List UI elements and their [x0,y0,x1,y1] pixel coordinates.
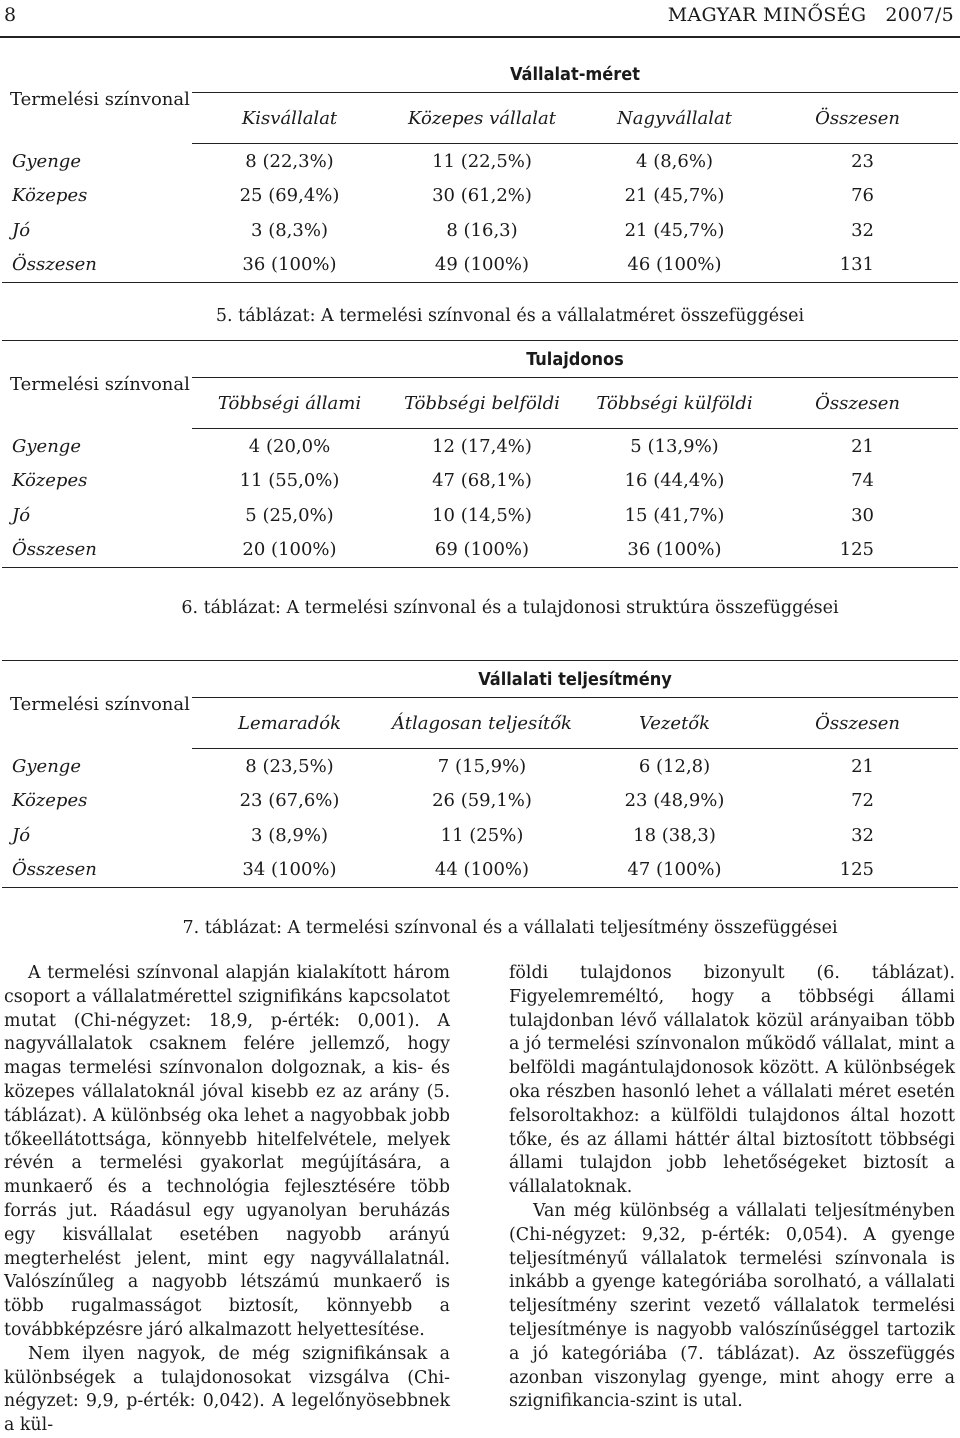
table-cell: 125 [772,853,958,888]
table-cell: 49 (100%) [387,248,577,283]
paragraph: Van még különbség a vállalati teljesítményben (Chi-négyzet: 9,32, p-érték: 0,054). A gyenge teljesítményű vállalatok termelési színvonala is inkább a gyenge kategóriába sorolható, a vállalati teljesítmény szerint vezető vállalatok termelési teljesítménye is nagyobb valószínűséggel tartozik a jó kategóriába (7. táblázat). Az összefüggés azonban viszonylag gyenge, mint ahogy erre a szignifikancia-szint is utal. [509,1200,955,1412]
table-row [2,213,958,248]
table-cell: 26 (59,1%) [432,790,532,812]
table-performance [2,660,958,888]
row-label: Közepes [12,185,88,207]
column-header: Vezetők [577,698,772,749]
table-cell: 3 (8,3%) [251,219,328,241]
table-cell: 23 (67,6%) [239,790,340,812]
table-cell: 8 (22,3%) [245,150,334,172]
table-cell: 125 [772,533,958,568]
table-cell: 74 [851,470,875,492]
row-label: Közepes [12,470,88,492]
table-row [2,429,958,464]
table-caption [0,918,960,938]
table-cell: 15 (41,7%) [624,504,725,526]
table-cell: 34 (100%) [192,853,387,888]
table-cell: 12 (17,4%) [432,435,532,457]
column-header: Kisvállalat [192,93,387,144]
column-header: Többségi belföldi [387,378,577,429]
column-header: Összesen [772,378,958,429]
row-header-label: Termelési színvonal [10,88,190,110]
table-row [2,464,958,499]
table-cell: 6 (12,8) [638,755,711,777]
table-cell: 20 (100%) [192,533,387,568]
table-cell: 76 [851,185,875,207]
page-number: 8 [4,4,17,26]
group-title: Vállalati teljesítmény [192,661,958,698]
body-column-left [4,962,450,1438]
table-cell: 46 (100%) [577,248,772,283]
row-label: Jó [12,219,31,241]
caption-text: 5. táblázat: A termelési színvonal és a vállalatméret összefüggései [215,306,805,326]
row-label: Gyenge [12,435,81,457]
column-header: Közepes vállalat [387,93,577,144]
table-cell: 8 (16,3) [446,219,518,241]
table-cell: 25 (69,4%) [239,185,340,207]
row-label: Összesen [2,533,192,568]
running-title: MAGYAR MINŐSÉG 2007/5 [667,4,954,26]
table-cell: 11 (22,5%) [432,150,532,172]
row-label: Jó [12,824,31,846]
table-row [2,784,958,819]
table-cell: 7 (15,9%) [437,755,527,777]
table-cell: 32 [851,219,875,241]
table-cell: 36 (100%) [577,533,772,568]
table-company-size [2,56,958,283]
group-title: Vállalat-méret [192,56,958,93]
page-header [0,0,960,38]
table-cell: 21 (45,7%) [624,185,725,207]
table-cell: 47 (100%) [577,853,772,888]
row-label: Összesen [2,853,192,888]
table-cell: 47 (68,1%) [432,470,532,492]
table-cell: 16 (44,4%) [624,470,725,492]
row-label: Jó [12,504,31,526]
body-column-right [509,962,955,1414]
table-caption [0,306,960,326]
row-label: Gyenge [12,150,81,172]
table-cell: 11 (55,0%) [239,470,340,492]
table-cell: 30 (61,2%) [432,185,532,207]
table-cell: 131 [772,248,958,283]
table-row [2,248,958,283]
table-cell: 21 (45,7%) [624,219,725,241]
column-header: Többségi külföldi [577,378,772,429]
column-header: Nagyvállalat [577,93,772,144]
table-cell: 21 [851,755,875,777]
table-cell: 30 [851,504,875,526]
table-cell: 11 (25%) [440,824,524,846]
table-cell: 32 [851,824,875,846]
table-cell: 21 [851,435,875,457]
table-caption [0,598,960,618]
table-cell: 10 (14,5%) [432,504,532,526]
paragraph: A termelési színvonal alapján kialakított három csoport a vállalatmérettel szignifikáns kapcsolatot mutat (Chi-négyzet: 18,9, p-érték: 0,001). A nagyvállalatok csaknem felére jellemző, hogy magas termelési színvonalon dolgoznak, a kis- és közepes vállalatoknál jóval kisebb ez az arány (5. táblázat). A különbség oka lehet a nagyobbak jobb tőkeellátottsága, könnyebb hitelfelvétele, melyek révén a termelési gyakorlat megújítására, a munkaerő és a technológia fejlesztésére több forrás jut. Ráadásul egy ugyanolyan beruházás egy kisvállalat esetében nagyobb arányú megterhelést jelent, mint egy nagyvállalatnál. Valószínűleg a nagyobb létszámú munkaerő is több rugalmasságot biztosít, könnyebb a továbbképzésre járó alkalmazott helyettesítése. [4,963,450,1340]
table-cell: 36 (100%) [192,248,387,283]
table-cell: 44 (100%) [387,853,577,888]
row-header-label: Termelési színvonal [10,693,190,715]
column-header: Összesen [772,93,958,144]
table-row [2,749,958,784]
caption-text: 6. táblázat: A termelési színvonal és a tulajdonosi struktúra összefüggései [181,598,839,618]
column-header: Többségi állami [192,378,387,429]
row-label: Közepes [12,790,88,812]
table-row [2,533,958,568]
row-header-label: Termelési színvonal [10,373,190,395]
table-cell: 4 (20,0% [248,435,331,457]
paragraph: földi tulajdonos bizonyult (6. táblázat). Figyelemreméltó, hogy a többségi állami tulajdonban lévő vállalatok közül arányaiban több a jó termelési színvonalon működő vállalat, mint a belföldi magántulajdonosok között. A különbségek oka részben hasonló lehet a vállalati méret esetén felsoroltakhoz: a külföldi tulajdonos által hozott tőke, és az állami háttér által biztosított többségi állami tulajdon jobb lehetőségeket biztosít a vállalatoknak. [509,963,955,1198]
table-row [2,179,958,214]
column-header: Átlagosan teljesítők [387,698,577,749]
caption-text: 7. táblázat: A termelési színvonal és a vállalati teljesítmény összefüggései [182,918,838,938]
column-header: Összesen [772,698,958,749]
table-row [2,818,958,853]
paragraph: Nem ilyen nagyok, de még szignifikánsak a különbségek a tulajdonosokat vizsgálva (Chi-négyzet: 9,9, p-érték: 0,042). A legelőnyösebbnek a kül- [4,1343,450,1436]
row-label: Gyenge [12,755,81,777]
group-title: Tulajdonos [192,341,958,378]
table-row [2,853,958,888]
table-cell: 72 [851,790,875,812]
table-cell: 3 (8,9%) [251,824,328,846]
row-label: Összesen [2,248,192,283]
table-cell: 5 (13,9%) [630,435,719,457]
table-cell: 23 [851,150,875,172]
table-cell: 69 (100%) [387,533,577,568]
column-header: Lemaradók [192,698,387,749]
table-cell: 4 (8,6%) [636,150,713,172]
table-row [2,498,958,533]
table-ownership [2,340,958,568]
table-row [2,144,958,179]
table-cell: 23 (48,9%) [624,790,725,812]
table-cell: 8 (23,5%) [245,755,334,777]
table-cell: 5 (25,0%) [245,504,334,526]
table-cell: 18 (38,3) [633,824,716,846]
